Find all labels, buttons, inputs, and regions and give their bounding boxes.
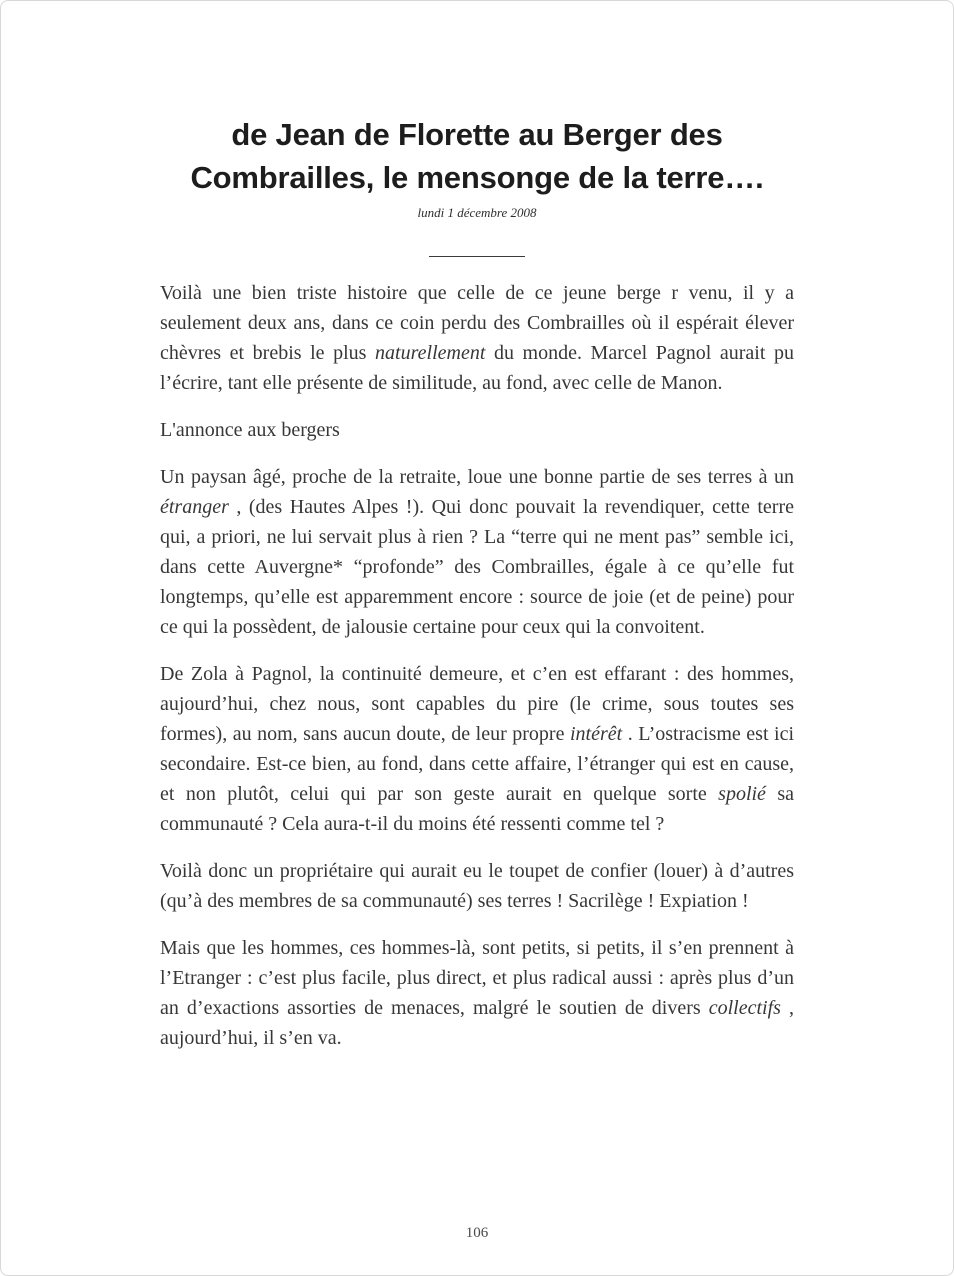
body-text: du monde. Marcel Pagnol aurait pu l’écrire, tant elle présente de similitude, au fond, avec celle de Manon.: [160, 341, 794, 394]
body-text: Voilà une bien triste histoire que celle de ce jeune berge r venu, il y a seulement deux ans, dans ce coin perdu des Combrailles où il espérait élever chèvres et brebis le plus: [160, 281, 794, 364]
body-text: Un paysan âgé, proche de la retraite, loue une bonne partie de ses terres à un: [160, 465, 794, 488]
body-text: De Zola à Pagnol, la continuité demeure, et c’en est effarant : des hommes, aujourd’hui, chez nous, sont capables du pire (le crime, sous toutes ses formes), au nom, sans aucun doute, de leur propre: [160, 662, 794, 745]
page-number: 106: [465, 1225, 489, 1241]
body-text: Voilà donc un propriétaire qui aurait eu le toupet de confier (louer) à d’autres (qu’à des membres de sa communauté) ses terres ! Sacrilège ! Expiation !: [160, 859, 794, 912]
emphasized-text: intérêt: [569, 722, 623, 745]
paragraph-conclusion: [160, 933, 794, 1053]
body-text: , (des Hautes Alpes !). Qui donc pouvait la revendiquer, cette terre qui, a priori, ne lui servait plus à rien ? La “terre qui ne ment pas” semble ici, dans cette Auvergne* “profonde” des Combrailles, égale à ce qu’elle fut longtemps, qu’elle est apparemment encore : source de joie (et de peine) pour ce qui la possèdent, de jalousie certaine pour ceux qui la convoitent.: [160, 495, 794, 638]
section-heading: [160, 415, 794, 445]
article-title: [160, 113, 794, 200]
emphasized-text: étranger: [160, 495, 229, 518]
body-text: L'annonce aux bergers: [160, 418, 340, 441]
title-line-2: Combrailles, le mensonge de la terre….: [190, 160, 764, 196]
emphasized-text: naturellement: [375, 341, 486, 364]
title-line-1: de Jean de Florette au Berger des: [231, 117, 723, 152]
article-body: [160, 278, 794, 1053]
paragraph-annonce: [160, 462, 794, 642]
body-text: Mais que les hommes, ces hommes-là, sont petits, si petits, il s’en prennent à l’Etranger : c’est plus facile, plus direct, et plus radical aussi : après plus d’un an d’exactions assorties de menaces, malgré le soutien de divers: [160, 936, 794, 1019]
emphasized-text: spolié: [718, 782, 766, 805]
article-date: lundi 1 décembre 2008: [417, 204, 537, 220]
separator-line: [429, 256, 525, 257]
article-header: [160, 113, 794, 221]
body-text: . L’ostracisme est ici secondaire. Est-ce bien, au fond, dans cette affaire, l’étranger qui est en cause, et non plutôt, celui qui par son geste aurait en quelque sorte: [160, 722, 794, 805]
body-text: sa communauté ? Cela aura-t-il du moins été ressenti comme tel ?: [160, 782, 794, 835]
paragraph-intro: [160, 278, 794, 398]
paragraph-zola: [160, 659, 794, 839]
emphasized-text: collectifs: [708, 996, 781, 1019]
paragraph-proprietaire: [160, 856, 794, 916]
body-text: , aujourd’hui, il s’en va.: [160, 996, 795, 1049]
